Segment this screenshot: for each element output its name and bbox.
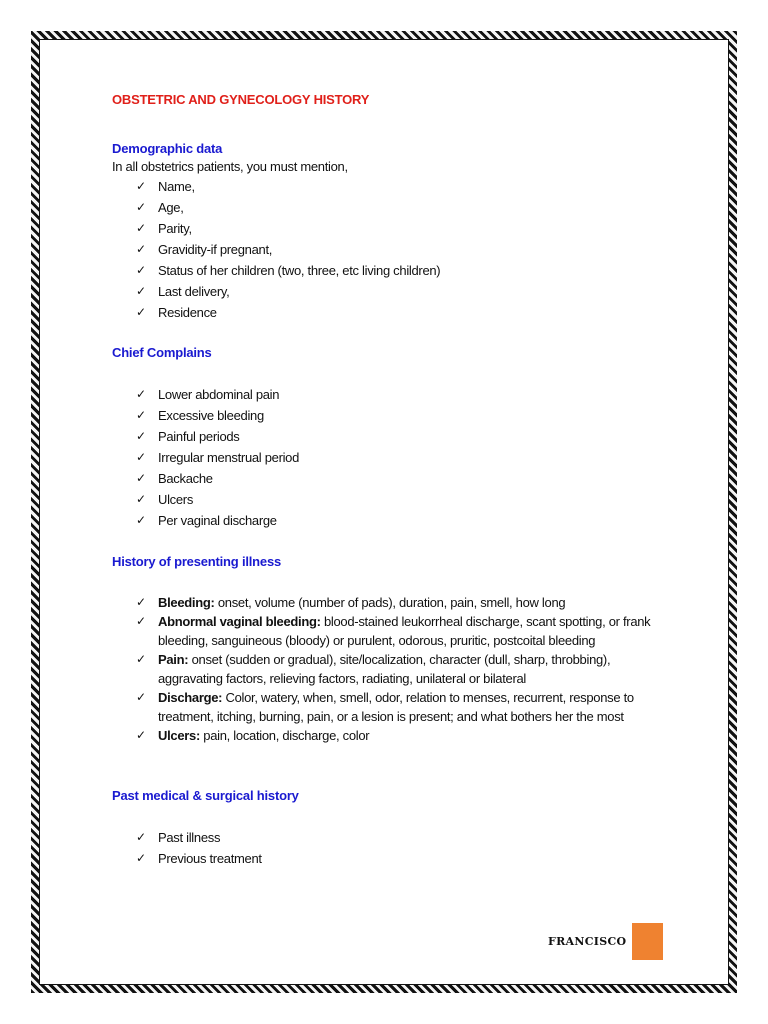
- check-icon: ✓: [136, 284, 146, 298]
- footer-author: FRANCISCO: [548, 934, 627, 948]
- check-icon: ✓: [136, 242, 146, 256]
- list-item: ✓ Abnormal vaginal bleeding: blood-stained leukorrheal discharge, scant spotting, or frank bleeding, sanguineous (bloody) or purulent, odorous, pruritic, postcoital bleeding: [136, 614, 651, 648]
- chief-complains-list: [112, 384, 672, 531]
- list-item: ✓ Backache: [136, 468, 672, 489]
- check-icon: ✓: [136, 595, 146, 609]
- check-icon: ✓: [136, 408, 146, 422]
- check-icon: ✓: [136, 221, 146, 235]
- list-item: ✓ Age,: [136, 197, 672, 218]
- check-icon: ✓: [136, 851, 146, 865]
- check-icon: ✓: [136, 179, 146, 193]
- hpi-list: [112, 593, 672, 745]
- demographic-intro: In all obstetrics patients, you must mention,: [112, 159, 348, 174]
- list-item: ✓ Bleeding: onset, volume (number of pads), duration, pain, smell, how long: [136, 595, 566, 610]
- check-icon: ✓: [136, 728, 146, 742]
- document-body: [112, 92, 672, 869]
- check-icon: ✓: [136, 450, 146, 464]
- demographic-list: [112, 176, 672, 323]
- list-item: ✓ Previous treatment: [136, 848, 672, 869]
- section-heading-past-history: Past medical & surgical history: [112, 788, 299, 803]
- check-icon: ✓: [136, 263, 146, 277]
- past-history-list: [112, 827, 672, 869]
- list-item: ✓ Past illness: [136, 827, 672, 848]
- list-item: ✓ Excessive bleeding: [136, 405, 672, 426]
- list-item: ✓ Discharge: Color, watery, when, smell, odor, relation to menses, recurrent, response to treatment, itching, burning, pain, or a lesion is present; and what bothers her the most: [136, 690, 634, 724]
- list-item: ✓ Gravidity-if pregnant,: [136, 239, 672, 260]
- list-item: ✓ Name,: [136, 176, 672, 197]
- check-icon: ✓: [136, 652, 146, 666]
- check-icon: ✓: [136, 305, 146, 319]
- list-item: ✓ Per vaginal discharge: [136, 510, 672, 531]
- list-item: ✓ Ulcers: pain, location, discharge, color: [136, 728, 370, 743]
- check-icon: ✓: [136, 387, 146, 401]
- check-icon: ✓: [136, 471, 146, 485]
- list-item: ✓ Residence: [136, 302, 672, 323]
- check-icon: ✓: [136, 690, 146, 704]
- page-title: OBSTETRIC AND GYNECOLOGY HISTORY: [112, 92, 370, 107]
- footer-color-block: [632, 923, 663, 960]
- check-icon: ✓: [136, 830, 146, 844]
- section-heading-chief-complains: Chief Complains: [112, 345, 212, 360]
- page-footer: [548, 922, 663, 960]
- list-item: ✓ Ulcers: [136, 489, 672, 510]
- section-heading-demographic: Demographic data: [112, 141, 223, 156]
- check-icon: ✓: [136, 492, 146, 506]
- list-item: ✓ Parity,: [136, 218, 672, 239]
- list-item: ✓ Status of her children (two, three, etc living children): [136, 260, 672, 281]
- list-item: ✓ Irregular menstrual period: [136, 447, 672, 468]
- list-item: ✓ Last delivery,: [136, 281, 672, 302]
- check-icon: ✓: [136, 429, 146, 443]
- section-heading-history-presenting-illness: History of presenting illness: [112, 554, 282, 569]
- list-item: ✓ Lower abdominal pain: [136, 384, 672, 405]
- check-icon: ✓: [136, 200, 146, 214]
- check-icon: ✓: [136, 513, 146, 527]
- check-icon: ✓: [136, 614, 146, 628]
- list-item: ✓ Pain: onset (sudden or gradual), site/localization, character (dull, sharp, throbbing), aggravating factors, relieving factors, radiating, unilateral or bilateral: [136, 652, 611, 686]
- list-item: ✓ Painful periods: [136, 426, 672, 447]
